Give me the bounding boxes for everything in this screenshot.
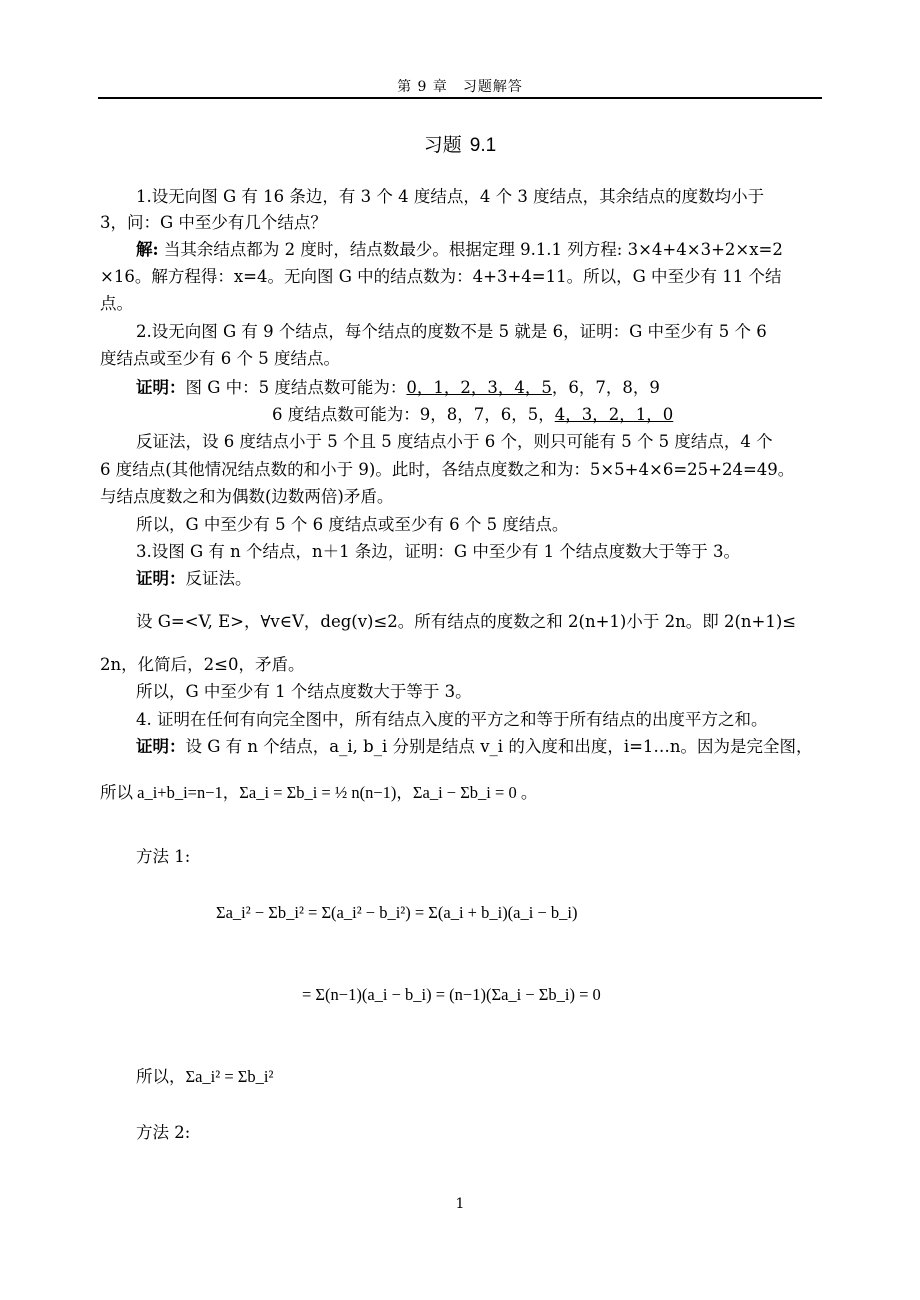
q4-proof-label: 证明： [136,737,186,756]
q3-proof-text: 反证法。 [185,569,252,588]
q4-proof-line [136,736,813,758]
q4-since-line: 所以 a_i+b_i=n−1，Σa_i = Σb_i = ½ n(n−1)，Σa_i − Σb_i = 0 。 [100,783,538,802]
q3-line3: 设 G=<V, E>，∀v∈V，deg(v)≤2。所有结点的度数之和 2(n+1)小于 2n。即 2(n+1)≤ [136,612,797,631]
q2-row2-underlined: 4，3，2，1，0 [554,405,674,424]
q3-proof-label: 证明： [136,569,186,588]
q1-answer-text: 当其余结点都为 2 度时，结点数最少。根据定理 9.1.1 列方程: 3×4+4×3+2×x=2 [158,240,783,259]
q2-conclusion: 所以，G 中至少有 5 个 6 度结点或至少有 6 个 5 度结点。 [136,515,569,534]
q1-answer-line1 [136,239,783,261]
title-number: 9.1 [469,135,497,156]
q4-equation-1: Σa_i² − Σb_i² = Σ(a_i² − b_i²) = Σ(a_i + b_i)(a_i − b_i) [216,903,578,922]
q2-para2: 6 度结点(其他情况结点数的和小于 9)。此时，各结点度数之和为：5×5+4×6=25+24=49。 [100,460,795,479]
section-title [0,130,920,157]
q2-line2: 度结点或至少有 6 个 5 度结点。 [100,349,340,368]
running-header: 第 9 章 习题解答 [397,79,523,95]
q2-row2-prefix: 6 度结点数可能为：9，8，7，6，5， [272,405,555,424]
q2-para3: 与结点度数之和为偶数(边数两倍)矛盾。 [100,487,394,506]
q3-line4: 2n，化简后，2≤0，矛盾。 [100,655,305,674]
q2-proof-row2 [272,404,673,426]
header-rule [98,97,822,99]
q4-method2-label: 方法 2: [136,1123,191,1142]
title-label: 习题 [423,134,462,156]
q4-line1: 4. 证明在任何有向完全图中，所有结点入度的平方之和等于所有结点的出度平方之和。 [136,710,768,729]
q2-row1-prefix: 图 G 中：5 度结点数可能为： [185,378,407,397]
q3-proof [136,568,252,590]
q4-method1-label: 方法 1: [136,847,191,866]
q3-line1: 3.设图 G 有 n 个结点，n＋1 条边，证明：G 中至少有 1 个结点度数大于等于 3。 [136,542,741,561]
q2-line1: 2.设无向图 G 有 9 个结点，每个结点的度数不是 5 就是 6，证明：G 中至少有 5 个 6 [136,322,767,341]
q1-answer-line3: 点。 [100,294,133,313]
q1-line1: 1.设无向图 G 有 16 条边，有 3 个 4 度结点，4 个 3 度结点，其余结点的度数均小于 [136,187,765,206]
q2-row1-underlined: 0，1，2，3，4，5 [406,378,552,397]
q1-answer-line2: ×16。解方程得：x=4。无向图 G 中的结点数为：4+3+4=11。所以，G 中至少有 11 个结 [100,267,782,286]
q4-proof-text: 设 G 有 n 个结点，a_i, b_i 分别是结点 v_i 的入度和出度，i=1…n。因为是完全图， [185,737,813,756]
page-number: 1 [455,1196,465,1212]
q2-proof-label: 证明： [136,378,186,397]
q1-answer-label: 解: [136,240,159,259]
q2-row1-rest: ，6，7，8，9 [551,378,660,397]
q3-conclusion: 所以，G 中至少有 1 个结点度数大于等于 3。 [136,682,472,701]
q2-para1: 反证法，设 6 度结点小于 5 个且 5 度结点小于 6 个，则只可能有 5 个 5 度结点，4 个 [136,432,773,451]
q4-equation-2: = Σ(n−1)(a_i − b_i) = (n−1)(Σa_i − Σb_i) = 0 [302,985,601,1004]
q2-proof-row1 [136,377,660,399]
q1-line2: 3，问：G 中至少有几个结点？ [100,213,327,232]
q4-therefore: 所以，Σa_i² = Σb_i² [136,1067,274,1086]
